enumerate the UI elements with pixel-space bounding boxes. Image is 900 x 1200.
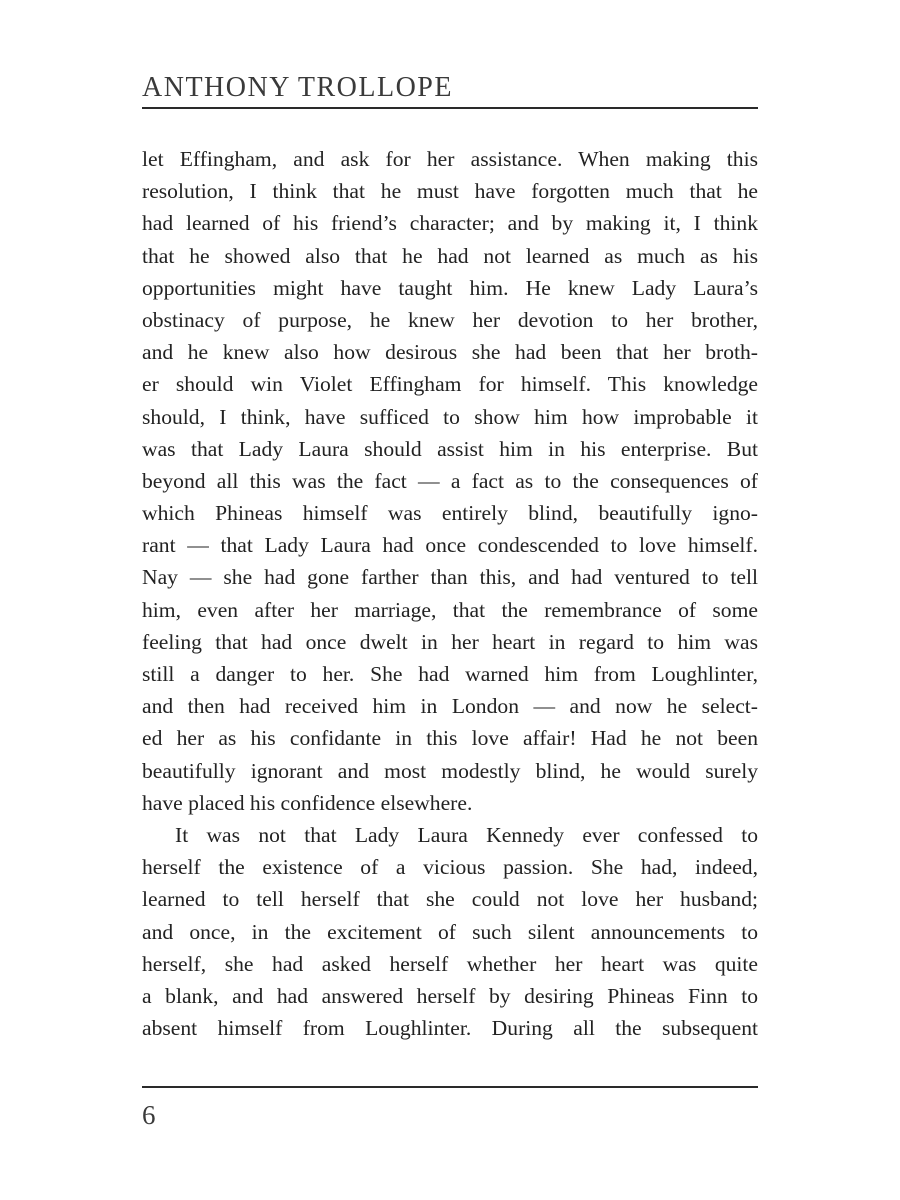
text-line: and he knew also how desirous she had been that her broth- (142, 340, 758, 365)
text-line: learned to tell herself that she could not love her husband; (142, 887, 758, 912)
text-line: beautifully ignorant and most modestly blind, he would surely (142, 758, 758, 783)
text-line: was that Lady Laura should assist him in his enterprise. But (142, 436, 758, 461)
text-line: and then had received him in London — and now he select- (142, 694, 758, 719)
footer-rule (142, 1086, 758, 1088)
text-line: which Phineas himself was entirely blind, beautifully igno- (142, 501, 758, 526)
text-line: and once, in the excitement of such silent announcements to (142, 919, 758, 944)
text-line: a blank, and had answered herself by desiring Phineas Finn to (142, 983, 758, 1008)
text-line: ed her as his confidante in this love affair! Had he not been (142, 726, 758, 751)
text-line: that he showed also that he had not learned as much as his (142, 243, 758, 268)
text-line: herself the existence of a vicious passion. She had, indeed, (142, 855, 758, 880)
paragraph-last-line: have placed his confidence elsewhere. (142, 790, 473, 815)
text-line: still a danger to her. She had warned him from Loughlinter, (142, 662, 758, 686)
page-number: 6 (142, 1100, 156, 1130)
text-line: obstinacy of purpose, he knew her devotion to her brother, (142, 307, 758, 332)
paragraph-first-line: It was not that Lady Laura Kennedy ever confessed to (175, 822, 758, 847)
text-line: him, even after her marriage, that the remembrance of some (142, 597, 758, 622)
text-line: er should win Violet Effingham for himself. This knowledge (142, 372, 758, 397)
text-line: feeling that had once dwelt in her heart in regard to him was (142, 629, 758, 654)
text-line: Nay — she had gone farther than this, and had ventured to tell (142, 565, 758, 590)
text-line: rant — that Lady Laura had once condescended to love himself. (142, 533, 758, 558)
text-line: herself, she had asked herself whether her heart was quite (142, 951, 758, 976)
header-rule (142, 107, 758, 109)
text-line: absent himself from Loughlinter. During all the subsequent (142, 1016, 758, 1041)
text-line: opportunities might have taught him. He knew Lady Laura’s (142, 275, 758, 300)
text-line: let Effingham, and ask for her assistance. When making this (142, 147, 758, 171)
text-line: had learned of his friend’s character; and by making it, I think (142, 211, 758, 236)
text-line: should, I think, have sufficed to show him how improbable it (142, 404, 758, 429)
running-head: ANTHONY TROLLOPE (142, 72, 453, 103)
body-text (142, 143, 758, 1044)
text-line: beyond all this was the fact — a fact as to the consequences of (142, 468, 758, 493)
text-line: resolution, I think that he must have forgotten much that he (142, 179, 758, 204)
